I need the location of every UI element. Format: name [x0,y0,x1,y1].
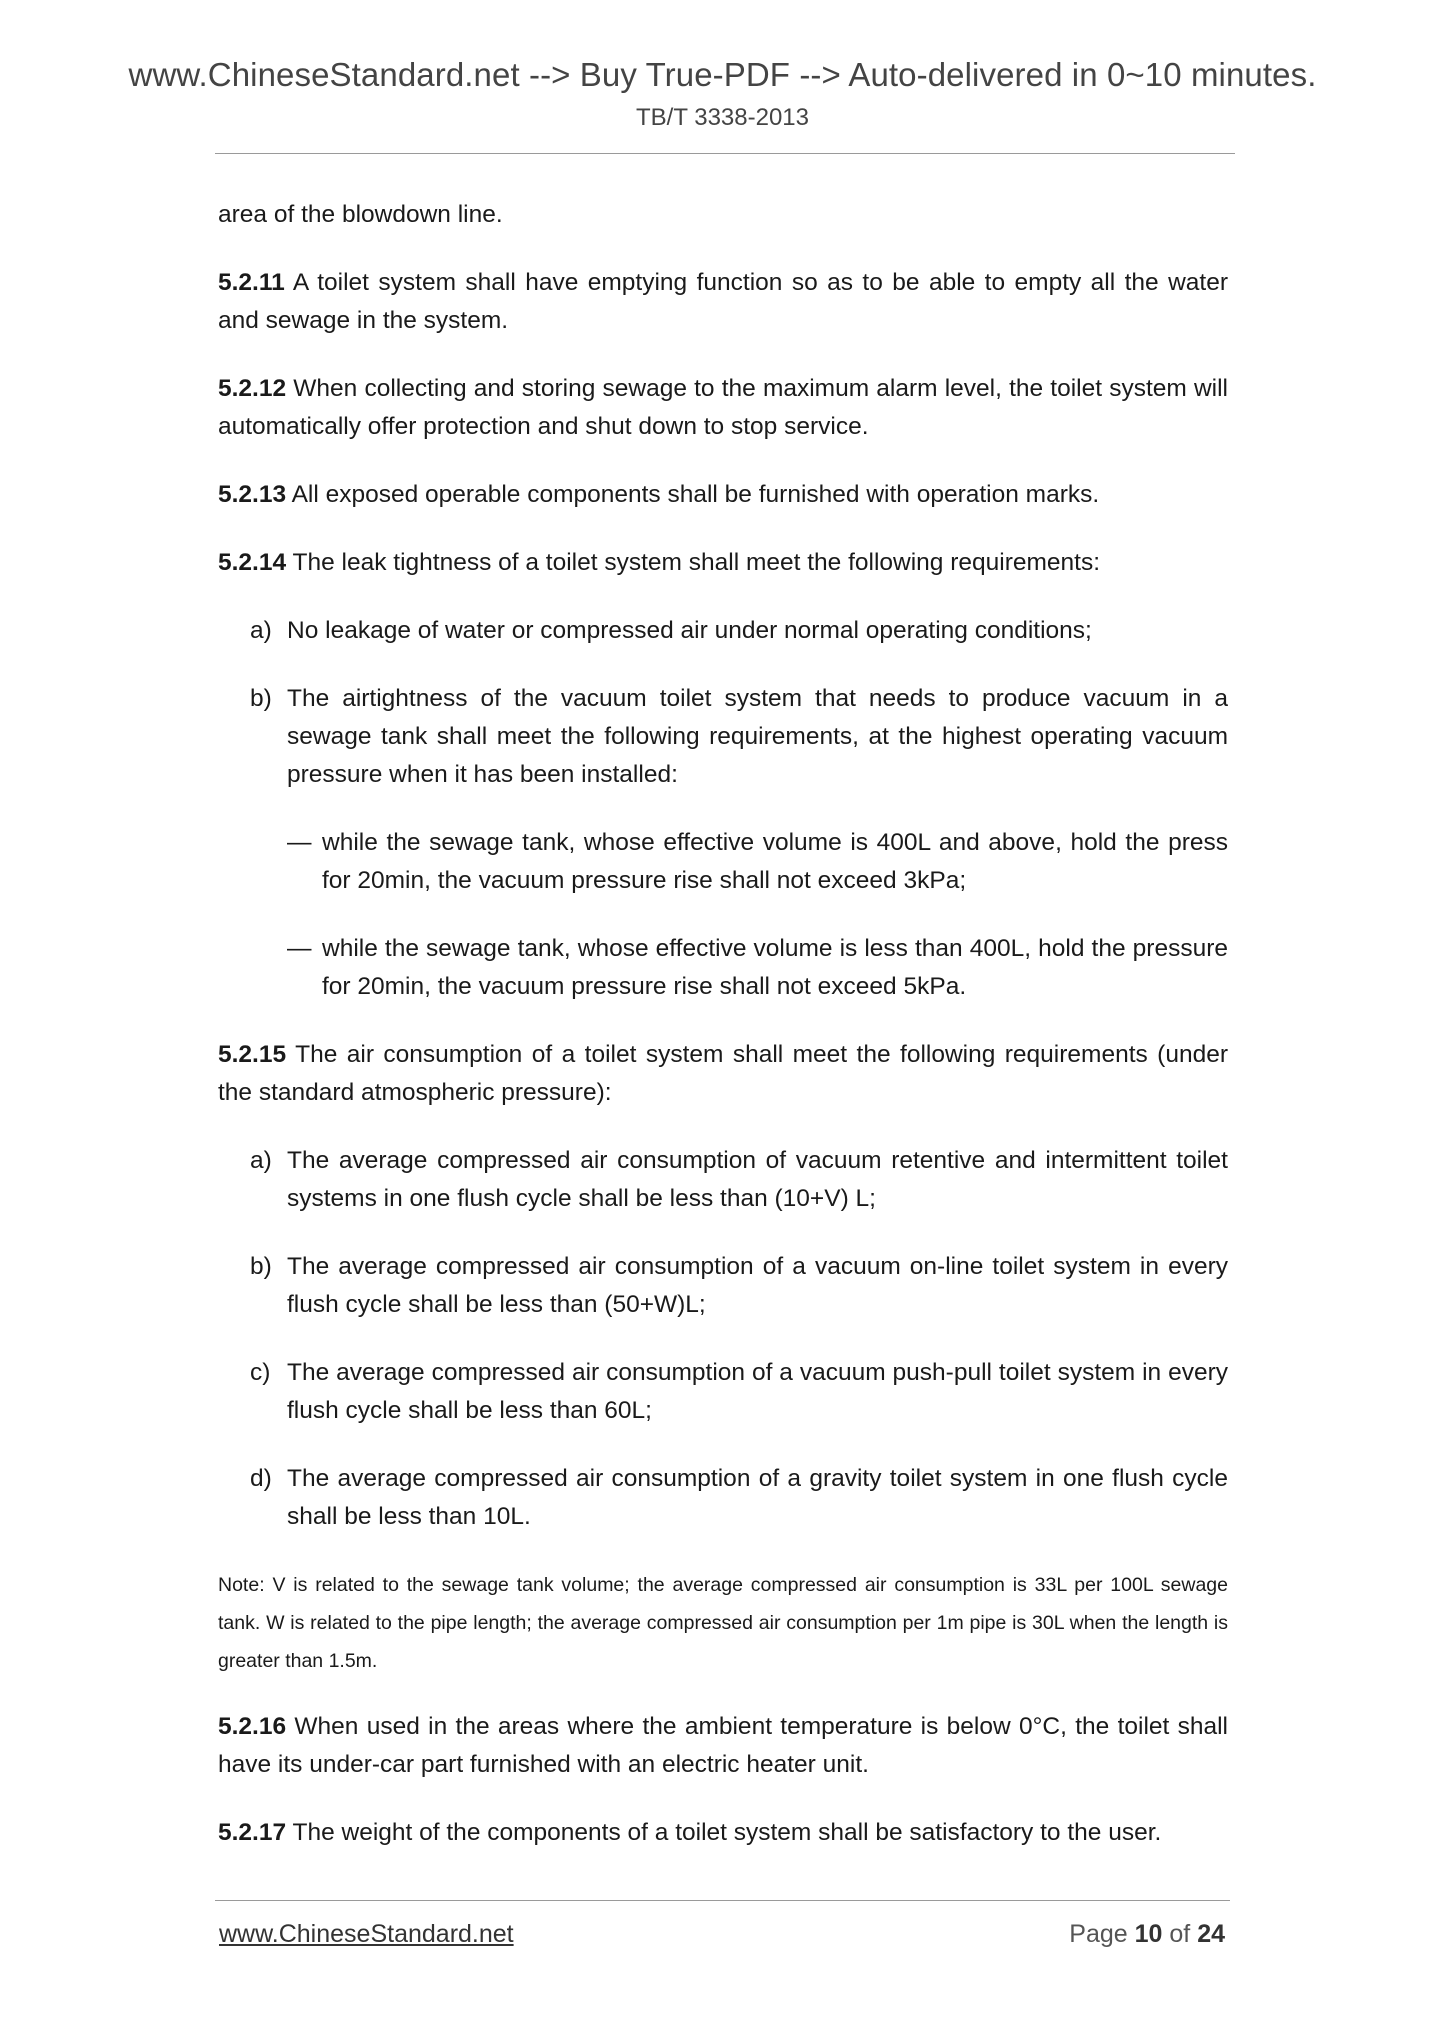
of-word: of [1162,1920,1198,1948]
list-item [218,612,1228,650]
clause-text: A toilet system shall have emptying function so as to be able to empty all the water and sewage in the system. [218,269,1228,334]
clause-number: 5.2.12 [218,375,287,402]
intro-text: area of the blowdown line. [218,201,503,228]
clause-number: 5.2.15 [218,1041,287,1068]
page-word: Page [1069,1920,1135,1948]
clause-5-2-15 [218,1036,1228,1112]
clause-5-2-11 [218,264,1228,340]
clause-5-2-16 [218,1708,1228,1784]
list-item-text: The airtightness of the vacuum toilet system that needs to produce vacuum in a sewage tank shall meet the following requirements, at the highest operating vacuum pressure when it has been installed: [287,685,1228,788]
page-indicator [1069,1920,1225,1949]
list-item [218,1460,1228,1536]
list-item-label: c) [250,1359,271,1386]
clause-5-2-12 [218,370,1228,446]
clause-5-2-17 [218,1814,1228,1852]
footer-divider [215,1900,1230,1901]
clause-5-2-14 [218,544,1228,582]
list-item-text: The average compressed air consumption of a gravity toilet system in one flush cycle shall be less than 10L. [287,1465,1228,1530]
clause-5-2-13 [218,476,1228,514]
clause-text: When used in the areas where the ambient temperature is below 0°C, the toilet shall have its under-car part furnished with an electric heater unit. [218,1713,1228,1778]
clause-text: The weight of the components of a toilet system shall be satisfactory to the user. [286,1819,1162,1846]
header-banner: www.ChineseStandard.net --> Buy True-PDF --> Auto-delivered in 0~10 minutes. [128,56,1317,93]
list-item-label: d) [250,1465,272,1492]
clause-number: 5.2.17 [218,1819,287,1846]
clause-number: 5.2.13 [218,481,287,508]
list-item-text: The average compressed air consumption of a vacuum on-line toilet system in every flush cycle shall be less than (50+W)L; [287,1253,1228,1318]
clause-note: Note: V is related to the sewage tank volume; the average compressed air consumption is 33L per 100L sewage tank. W is related to the pipe length; the average compressed air consumption per 1m pipe is 30L when the length is greater than 1.5m. [218,1574,1228,1672]
list-item-label: a) [250,617,272,644]
page-number: 10 [1134,1920,1163,1948]
list-item-label: a) [250,1147,272,1174]
header-divider [215,153,1235,154]
list-item [218,680,1228,794]
page-content [218,196,1228,1882]
standard-code: TB/T 3338-2013 [635,104,809,131]
list-item-label: b) [250,1253,272,1280]
dash-item [218,824,1228,900]
list-item-text: The average compressed air consumption of vacuum retentive and intermittent toilet systems in one flush cycle shall be less than (10+V) L; [287,1147,1228,1212]
page-total: 24 [1197,1920,1225,1948]
footer-site-link[interactable]: www.ChineseStandard.net [219,1920,514,1948]
clause-number: 5.2.11 [218,269,285,296]
list-item [218,1354,1228,1430]
clause-text: The leak tightness of a toilet system shall meet the following requirements: [286,549,1101,576]
clause-number: 5.2.14 [218,549,287,576]
clause-number: 5.2.16 [218,1713,287,1740]
list-item-label: b) [250,685,272,712]
dash-item-text: while the sewage tank, whose effective volume is less than 400L, hold the pressure for 20min, the vacuum pressure rise shall not exceed 5kPa. [322,935,1228,1000]
dash-item-label: — [287,935,312,962]
dash-item [218,930,1228,1006]
dash-item-label: — [287,829,312,856]
list-item-text: No leakage of water or compressed air under normal operating conditions; [287,617,1092,644]
clause-text: All exposed operable components shall be furnished with operation marks. [286,481,1100,508]
list-item-text: The average compressed air consumption of a vacuum push-pull toilet system in every flush cycle shall be less than 60L; [287,1359,1228,1424]
clause-text: The air consumption of a toilet system shall meet the following requirements (under the standard atmospheric pressure): [218,1041,1228,1106]
list-item [218,1248,1228,1324]
dash-item-text: while the sewage tank, whose effective volume is 400L and above, hold the press for 20min, the vacuum pressure rise shall not exceed 3kPa; [322,829,1228,894]
list-item [218,1142,1228,1218]
clause-text: When collecting and storing sewage to the maximum alarm level, the toilet system will automatically offer protection and shut down to stop service. [218,375,1228,440]
